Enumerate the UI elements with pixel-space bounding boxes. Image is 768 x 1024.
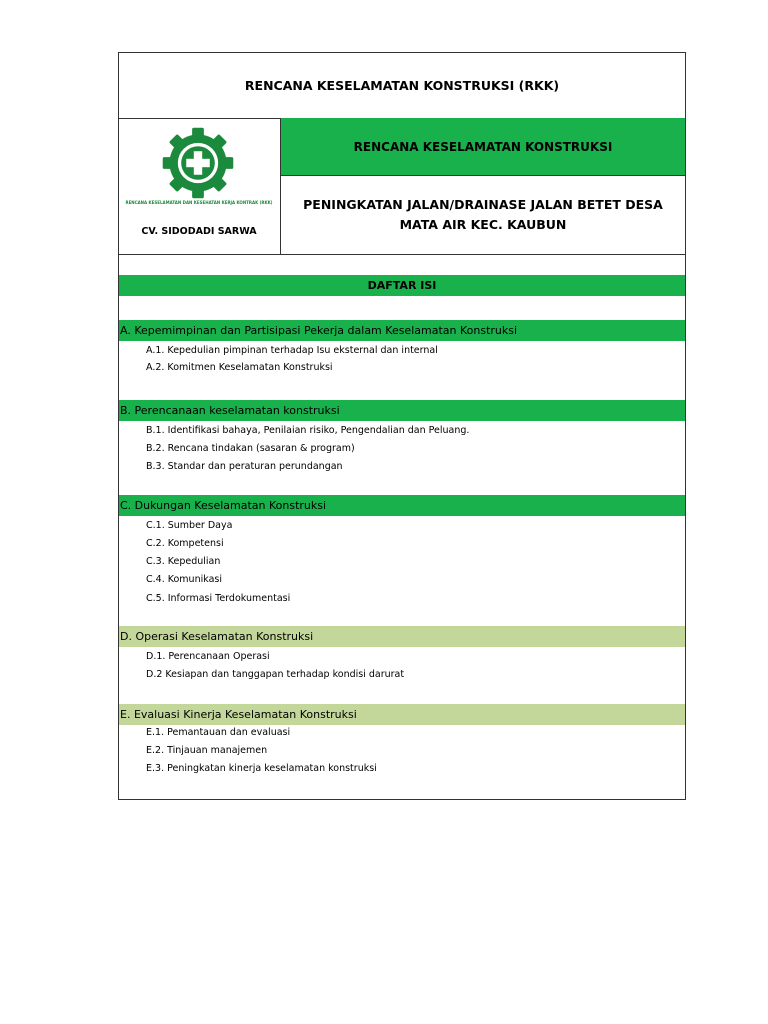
toc-item-c1: C.1. Sumber Daya xyxy=(146,520,233,531)
toc-item-d2: D.2 Kesiapan dan tanggapan terhadap kondisi darurat xyxy=(146,669,405,680)
toc-item-b1: B.1. Identifikasi bahaya, Penilaian risiko, Pengendalian dan Peluang. xyxy=(146,425,470,436)
section-a-title: A. Kepemimpinan dan Partisipasi Pekerja dalam Keselamatan Konstruksi xyxy=(119,320,685,341)
toc-item-e2: E.2. Tinjauan manajemen xyxy=(146,745,268,756)
project-title: PENINGKATAN JALAN/DRAINASE JALAN BETET DESA MATA AIR KEC. KAUBUN xyxy=(303,197,663,232)
section-d-title: D. Operasi Keselamatan Konstruksi xyxy=(119,626,685,647)
toc-item-a1: A.1. Kepedulian pimpinan terhadap Isu eksternal dan internal xyxy=(146,345,438,356)
company-name: CV. SIDODADI SARWA xyxy=(141,226,257,237)
toc-item-c2: C.2. Kompetensi xyxy=(146,538,224,549)
logo-cell xyxy=(119,118,281,254)
section-c-title: C. Dukungan Keselamatan Konstruksi xyxy=(119,495,685,516)
rkk-document-sheet xyxy=(118,52,686,800)
gear-cross-icon xyxy=(156,121,240,205)
toc-item-c5: C.5. Informasi Terdokumentasi xyxy=(146,593,291,604)
toc-heading: DAFTAR ISI xyxy=(119,275,685,296)
document-title: RENCANA KESELAMATAN KONSTRUKSI (RKK) xyxy=(119,53,685,119)
toc-item-e1: E.1. Pemantauan dan evaluasi xyxy=(146,727,291,738)
section-e-title: E. Evaluasi Kinerja Keselamatan Konstruksi xyxy=(119,704,685,725)
toc-item-b3: B.3. Standar dan peraturan perundangan xyxy=(146,461,343,472)
toc-item-c4: C.4. Komunikasi xyxy=(146,574,222,585)
toc-item-e3: E.3. Peningkatan kinerja keselamatan konstruksi xyxy=(146,763,377,774)
toc-item-c3: C.3. Kepedulian xyxy=(146,556,221,567)
toc-item-a2: A.2. Komitmen Keselamatan Konstruksi xyxy=(146,362,333,373)
toc-item-d1: D.1. Perencanaan Operasi xyxy=(146,651,270,662)
plan-title: RENCANA KESELAMATAN KONSTRUKSI xyxy=(281,118,685,176)
section-b-title: B. Perencanaan keselamatan konstruksi xyxy=(119,400,685,421)
logo-caption: RENCANA KESELAMATAN DAN KESEHATAN KERJA KONTRAK (RKK) xyxy=(125,200,273,205)
document-header xyxy=(119,118,685,255)
toc-item-b2: B.2. Rencana tindakan (sasaran & program) xyxy=(146,443,355,454)
